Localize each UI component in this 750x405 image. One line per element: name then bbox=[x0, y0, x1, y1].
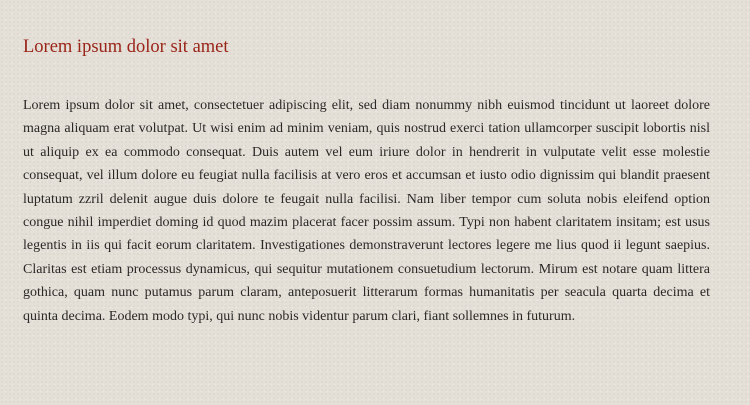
article-body: Lorem ipsum dolor sit amet, consectetuer adipiscing elit, sed diam nonummy nibh euismod tincidunt ut laoreet dolore magna aliquam erat volutpat. Ut wisi enim ad minim veniam, quis nostrud exerci tation ullamcorper suscipit lobortis nisl ut aliquip ex ea commodo consequat. Duis autem vel eum iriure dolor in hendrerit in vulputate velit esse molestie consequat, vel illum dolore eu feugiat nulla facilisis at vero eros et accumsan et iusto odio dignissim qui blandit praesent luptatum zzril delenit augue duis dolore te feugait nulla facilisi. Nam liber tempor cum soluta nobis eleifend option congue nihil imperdiet doming id quod mazim placerat facer possim assum. Typi non habent claritatem insitam; est usus legentis in iis qui facit eorum claritatem. Investigationes demonstraverunt lectores legere me lius quod ii legunt saepius. Claritas est etiam processus dynamicus, qui sequitur mutationem consuetudium lectorum. Mirum est notare quam littera gothica, quam nunc putamus parum claram, anteposuerit litterarum formas humanitatis per seacula quarta decima et quinta decima. Eodem modo typi, qui nunc nobis videntur parum clari, fiant sollemnes in futurum. bbox=[23, 98, 710, 324]
article-heading: Lorem ipsum dolor sit amet bbox=[23, 37, 229, 57]
